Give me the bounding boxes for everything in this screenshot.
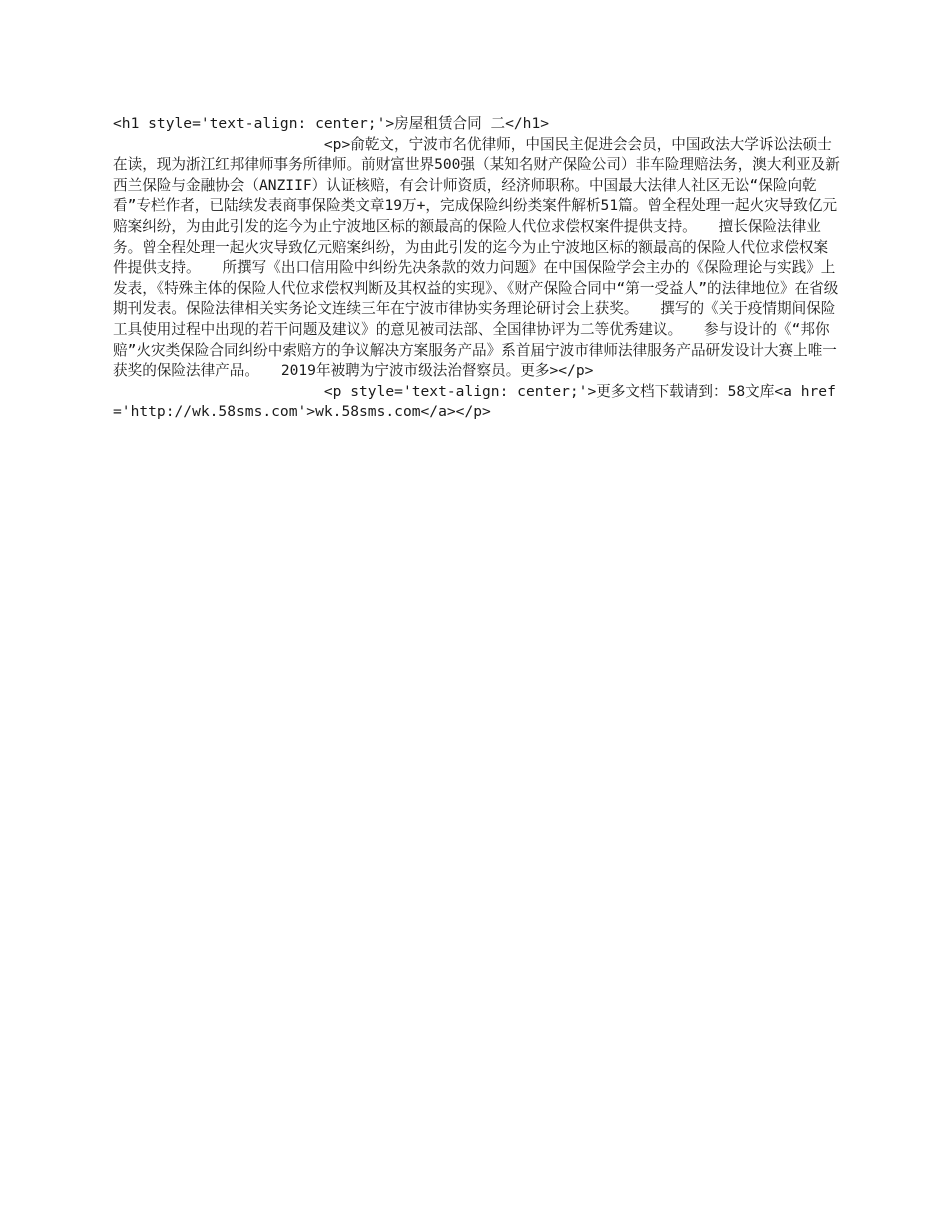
document-body	[113, 114, 841, 423]
footer-source-line: <p style='text-align: center;'>更多文档下载请到：58文库<a href='http://wk.58sms.com'>wk.58sms.com</a></p>	[113, 382, 836, 421]
heading-source-line: <h1 style='text-align: center;'>房屋租赁合同 二</h1>	[113, 115, 550, 132]
bio-paragraph-source: <p>俞乾文，宁波市名优律师，中国民主促进会会员，中国政法大学诉讼法硕士在读，现为浙江红邦律师事务所律师。前财富世界500强（某知名财产保险公司）非车险理赔法务，澳大利亚及新西兰保险与金融协会（ANZIIF）认证核赔，有会计师资质，经济师职称。中国最大法律人社区无讼“保险向乾看”专栏作者，已陆续发表商事保险类文章19万+，完成保险纠纷类案件解析51篇。曾全程处理一起火灾导致亿元赔案纠纷，为由此引发的迄今为止宁波地区标的额最高的保险人代位求偿权案件提供支持。 擅长保险法律业务。曾全程处理一起火灾导致亿元赔案纠纷，为由此引发的迄今为止宁波地区标的额最高的保险人代位求偿权案件提供支持。 所撰写《出口信用险中纠纷先决条款的效力问题》在中国保险学会主办的《保险理论与实践》上发表，《特殊主体的保险人代位求偿权判断及其权益的实现》、《财产保险合同中“第一受益人”的法律地位》在省级期刊发表。保险法律相关实务论文连续三年在宁波市律协实务理论研讨会上获奖。 撰写的《关于疫情期间保险工具使用过程中出现的若干问题及建议》的意见被司法部、全国律协评为二等优秀建议。 参与设计的《“邦你赔”火灾类保险合同纠纷中索赔方的争议解决方案服务产品》系首届宁波市律师法律服务产品研发设计大赛上唯一获奖的保险法律产品。 2019年被聘为宁波市级法治督察员。更多></p>	[113, 135, 840, 380]
